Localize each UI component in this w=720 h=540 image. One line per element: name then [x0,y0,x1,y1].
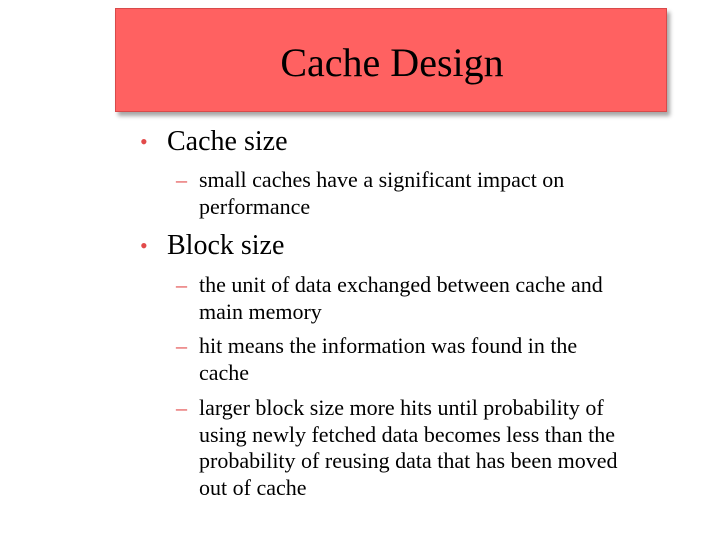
bullet-marker: • [140,129,148,154]
dash-marker: – [176,395,187,420]
bullet-label: Block size [167,230,285,261]
subitem-line: probability of reusing data that has been moved [199,448,618,473]
slide-title: Cache Design [280,40,504,85]
dash-marker: – [176,272,187,297]
subitem-text [199,272,699,325]
title-banner [115,8,667,112]
subitem-text [199,333,699,386]
subitem-line: performance [199,193,311,219]
subitem-line: out of cache [199,474,307,500]
subitem-line: larger block size more hits until probability of [199,395,604,420]
subitem-line: the unit of data exchanged between cache and [199,272,603,297]
subitem-text [199,167,699,220]
subitem-line: main memory [199,298,322,324]
subitem-line: hit means the information was found in the [199,333,578,358]
bullet-marker: • [140,233,148,258]
subitem-text [199,395,699,501]
subitem-line: using newly fetched data becomes less than the [199,421,616,447]
bullet-label: Cache size [167,126,288,157]
dash-marker: – [176,167,187,192]
subitem-line: small caches have a significant impact on [199,167,565,192]
dash-marker: – [176,333,187,358]
subitem-line: cache [199,359,250,385]
